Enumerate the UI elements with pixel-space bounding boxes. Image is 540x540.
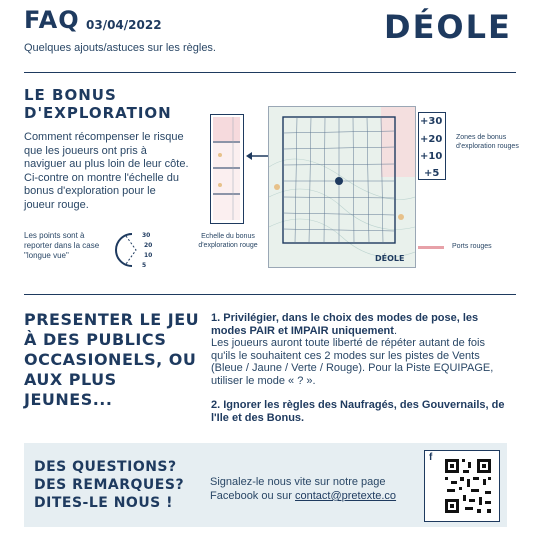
zones-caption: Zones de bonus d'exploration rouges: [456, 134, 519, 150]
bonus-body: Comment récompenser le risque que les joueurs ont pris à naviguer au plus loin de leur côte. Ci-contre on montre l'échelle du bonus d'exploration pour le joueur rouge.: [24, 131, 189, 211]
board-logo: DÉOLE: [375, 254, 405, 263]
present-title: PRESENTER LE JEU À DES PUBLICS OCCASIONELS, OU AUX PLUS JEUNES...: [24, 310, 200, 409]
qr-code-icon: [425, 451, 498, 520]
zone-value: +30: [420, 116, 443, 127]
questions-text: [210, 475, 420, 503]
questions-title: DES QUESTIONS? DES REMARQUES? DITES-LE NOUS !: [34, 459, 185, 511]
divider-middle: [24, 294, 516, 295]
ports-legend-swatch: [418, 246, 444, 249]
contact-email-link[interactable]: contact@pretexte.co: [295, 490, 397, 502]
zone-value: +20: [420, 134, 443, 145]
page-subtitle: Quelques ajouts/astuces sur les règles.: [24, 42, 216, 54]
qr-code-card[interactable]: [424, 450, 500, 522]
dial-label: 10: [144, 252, 153, 259]
dial-label: 30: [142, 232, 151, 239]
dial-label: 5: [142, 262, 147, 269]
questions-text-body: Signalez-le nous vite sur notre page Facebook ou sur: [210, 476, 386, 502]
brand-logo: DÉOLE: [384, 8, 512, 46]
bonus-title: LE BONUS D'EXPLORATION: [24, 86, 172, 122]
page-date: 03/04/2022: [86, 18, 162, 32]
page-title: FAQ: [24, 6, 80, 34]
game-board-image: [268, 106, 416, 268]
dial-label: 20: [144, 242, 153, 249]
present-body: [211, 312, 511, 436]
zone-value: +5: [424, 168, 440, 179]
divider-top: [24, 72, 516, 73]
spyglass-dial-icon: [112, 228, 160, 272]
present-point-1-heading: 1. Privilégier, dans le choix des modes de pose, les modes PAIR et IMPAIR uniquement: [211, 312, 479, 337]
present-point-1-end: .: [393, 324, 398, 337]
ports-caption: Ports rouges: [452, 243, 492, 250]
present-point-2-heading: 2. Ignorer les règles des Naufragés, des Gouvernails, de l'Ile et des Bonus.: [211, 399, 505, 424]
bonus-note: Les points sont à reporter dans la case "longue vue": [24, 231, 100, 260]
zone-value: +10: [420, 151, 443, 162]
strip-caption: Echelle du bonus d'exploration rouge: [198, 233, 258, 249]
present-point-1-text: Les joueurs auront toute liberté de répéter autant de fois qu'ils le souhaitent ces 2 modes sur les pistes de Vents (Bleue / Jaune / Verte / Rouge). Pour la Piste EQUIPAGE, utiliser le mode « ? ».: [211, 337, 494, 387]
facebook-icon: f: [429, 452, 433, 463]
bonus-scale-strip: [210, 114, 244, 224]
